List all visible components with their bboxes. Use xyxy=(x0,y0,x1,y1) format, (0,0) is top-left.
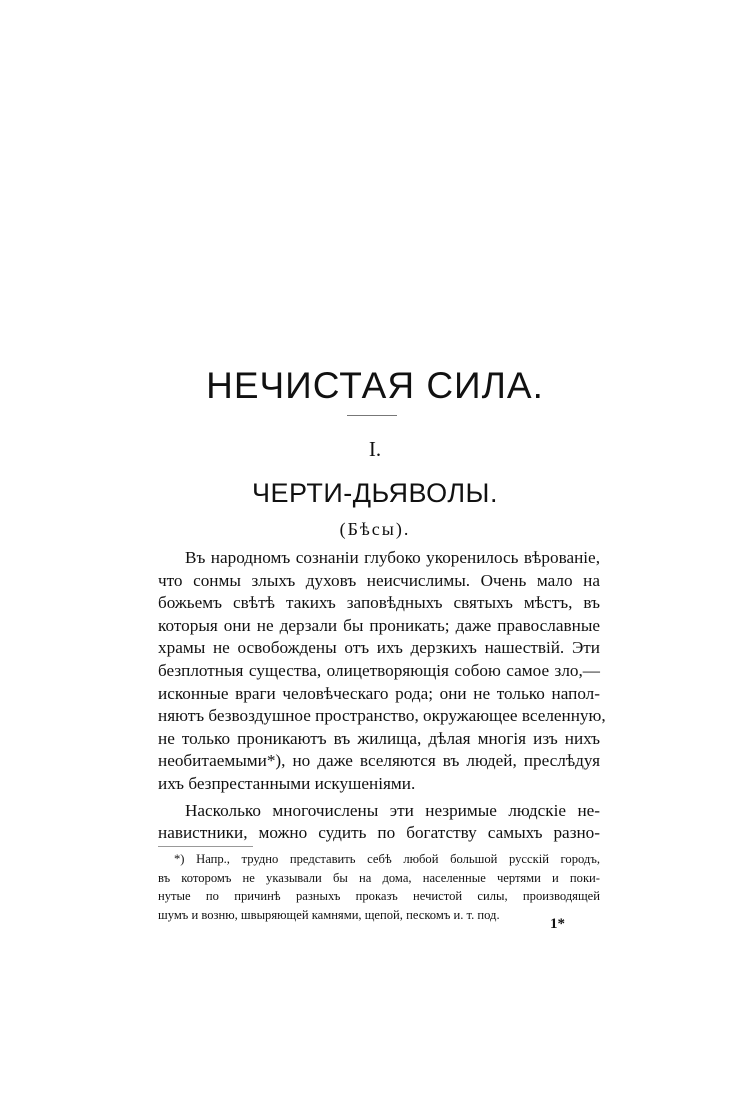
body-text xyxy=(158,547,606,845)
footnote-line: нутые по причинѣ разныхъ проказъ нечистой силы, производящей xyxy=(158,889,600,903)
body-line: Насколько многочислены эти незримые людскіе не- xyxy=(185,800,600,820)
footnote-rule xyxy=(158,846,253,847)
footnote-line: въ которомъ не указывали бы на дома, населенные чертями и поки- xyxy=(158,870,600,885)
main-title: НЕЧИСТАЯ СИЛА. xyxy=(206,365,544,406)
title-rule xyxy=(347,415,397,416)
body-line: божьемъ свѣтѣ такихъ заповѣдныхъ святыхъ мѣстъ, въ xyxy=(158,593,600,613)
signature-mark: 1* xyxy=(550,916,565,932)
body-line: храмы не освобождены отъ ихъ дерзкихъ нашествій. Эти xyxy=(158,638,600,658)
body-line: навистники, можно судить по богатству самыхъ разно- xyxy=(158,823,600,843)
body-line: няютъ безвоздушное пространство, окружающее вселенную, xyxy=(158,706,606,726)
footnote-line: *) Напр., трудно представить себѣ любой большой русскій городъ, xyxy=(174,852,600,866)
body-line: необитаемыми*), но даже вселяются въ людей, преслѣдуя xyxy=(158,751,600,771)
body-line: не только проникаютъ въ жилища, дѣлая многія изъ нихъ xyxy=(158,728,600,748)
body-line: что сонмы злыхъ духовъ неисчислимы. Очень мало на xyxy=(158,570,600,590)
body-line: ихъ безпрестанными искушеніями. xyxy=(158,773,416,793)
chapter-title: ЧЕРТИ-ДЬЯВОЛЫ. xyxy=(252,478,498,508)
body-line: исконные враги человѣческаго рода; они не только напол- xyxy=(158,683,600,703)
chapter-number: I. xyxy=(368,437,382,461)
footnote-line: шумъ и возню, швыряющей камнями, щепой, пескомъ и. т. под. xyxy=(158,907,500,922)
footnote xyxy=(158,850,600,924)
body-line: безплотныя существа, олицетворяющія собою самое зло,— xyxy=(158,660,600,680)
chapter-subtitle: (Бѣсы). xyxy=(339,519,411,539)
body-line: которыя они не дерзали бы проникать; даже православные xyxy=(158,615,600,635)
body-line: Въ народномъ сознаніи глубоко укоренилось вѣрованіе, xyxy=(185,548,600,567)
